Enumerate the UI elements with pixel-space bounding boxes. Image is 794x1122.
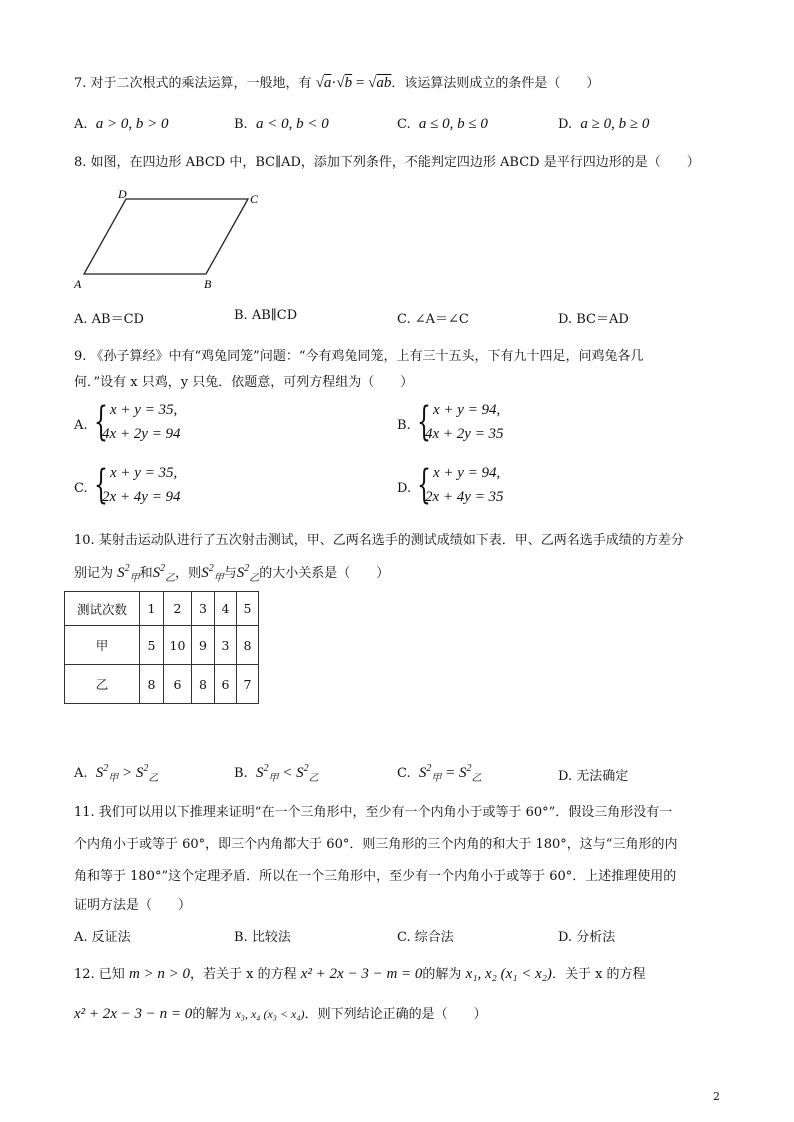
table-header-cell: 测试次数 — [65, 592, 140, 626]
table-cell: 甲 — [65, 626, 140, 665]
q9-option-d-eq1: x + y = 94, — [433, 465, 501, 481]
q9-option-c-brace: { — [94, 462, 108, 508]
q9-option-b-brace: { — [417, 399, 431, 445]
q9-option-b-letter: B. — [397, 418, 411, 433]
table-cell: 5 — [140, 626, 164, 665]
q9-stem-line2: 何．”设有 x 只鸡，y 只兔．依题意，可列方程组为（ ） — [74, 375, 414, 390]
table-cell: 6 — [215, 665, 237, 704]
table-cell: 6 — [164, 665, 192, 704]
q9-option-d-eq2: 2x + 4y = 35 — [425, 489, 504, 505]
table-cell: 8 — [140, 665, 164, 704]
q11-line3: 角和等于 180°”这个定理矛盾．所以在一个三角形中，至少有一个内角小于或等于 60°．上述推理使用的 — [74, 869, 677, 884]
table-header-cell: 1 — [140, 592, 164, 626]
q9-option-d-brace: { — [417, 462, 431, 508]
table-cell: 7 — [237, 665, 259, 704]
table-cell: 8 — [237, 626, 259, 665]
q10-option-d: D. 无法确定 — [558, 769, 629, 784]
q11-option-d: D. 分析法 — [558, 930, 616, 945]
score-table — [64, 591, 259, 704]
q11-option-b: B. 比较法 — [234, 930, 291, 945]
q7-option-b: B. a < 0, b < 0 — [234, 116, 329, 132]
q10-option-a: A. $S^2_甲 > S^2_乙$ — [74, 763, 159, 784]
q10-stem-line2: 别记为 $S^2_甲$和$S^2_乙$，则$S^2_甲$与$S^2_乙$的大小关系是（ ） — [74, 563, 390, 584]
page-number: 2 — [713, 1090, 720, 1103]
q11-line2: 个内角小于或等于 60°，即三个内角都大于 60°．则三角形的三个内角的和大于 180°，这与“三角形的内 — [74, 837, 678, 852]
q7-option-d: D. a ≥ 0, b ≥ 0 — [558, 116, 650, 132]
q12-line1: 12. 已知 m > n > 0，若关于 x 的方程 x² + 2x − 3 − m = 0的解为 x₁, x₂ (x₁ < x₂)．关于 x 的方程 — [74, 966, 646, 982]
vertex-c-label: C — [250, 192, 259, 206]
q10-option-b: B. $S^2_甲 < S^2_乙$ — [234, 763, 319, 784]
q9-option-a-letter: A. — [74, 418, 88, 433]
table-cell: 9 — [192, 626, 215, 665]
table-cell: 3 — [215, 626, 237, 665]
variance-yi: $S^2_乙$ — [152, 563, 176, 584]
q9-option-b-eq1: x + y = 94, — [433, 402, 501, 418]
q11-line1: 11. 我们可以用以下推理来证明“在一个三角形中，至少有一个内角小于或等于 60°”．假设三角形没有一 — [74, 805, 673, 820]
q10-option-c: C. $S^2_甲 = S^2_乙$ — [397, 763, 482, 784]
q10-stem-line1: 10. 某射击运动队进行了五次射击测试，甲、乙两名选手的测试成绩如下表．甲、乙两名选手成绩的方差分 — [74, 533, 684, 548]
q9-option-d-letter: D. — [397, 481, 412, 496]
q8-option-c: C. ∠A＝∠C — [397, 312, 469, 327]
q7-stem: 7. 对于二次根式的乘法运算，一般地，有 √a·√b = √ab．该运算法则成立的条件是（ ） — [74, 75, 600, 91]
q9-stem-line1: 9. 《孙子算经》中有“鸡兔同笼”问题：“今有鸡兔同笼，上有三十五头，下有九十四足，问鸡兔各几 — [74, 349, 644, 364]
variance-jia-2: $S^2_甲$ — [201, 563, 224, 584]
q9-option-c-letter: C. — [74, 481, 88, 496]
q8-stem: 8. 如图，在四边形 ABCD 中，BC∥AD，添加下列条件，不能判定四边形 ABCD 是平行四边形的是（ ） — [74, 155, 700, 170]
parallelogram-figure — [70, 186, 270, 294]
parallelogram-shape — [84, 199, 248, 274]
variance-yi-2: $S^2_乙$ — [236, 563, 260, 584]
table-header-cell: 5 — [237, 592, 259, 626]
q11-option-a: A. 反证法 — [74, 930, 131, 945]
table-cell: 8 — [192, 665, 215, 704]
q11-option-c: C. 综合法 — [397, 930, 454, 945]
table-cell: 10 — [164, 626, 192, 665]
q7-option-a: A. a > 0, b > 0 — [74, 116, 169, 132]
q11-line4: 证明方法是（ ） — [74, 898, 192, 913]
q9-option-c-eq2: 2x + 4y = 94 — [102, 489, 181, 505]
q9-option-c-eq1: x + y = 35, — [110, 465, 178, 481]
table-header-cell: 2 — [164, 592, 192, 626]
table-cell: 乙 — [65, 665, 140, 704]
q8-option-a: A. AB＝CD — [74, 312, 144, 327]
table-row — [65, 626, 259, 665]
q8-option-b: B. AB∥CD — [234, 308, 298, 323]
table-header-cell: 4 — [215, 592, 237, 626]
q9-option-a-eq1: x + y = 35, — [110, 402, 178, 418]
table-header-row — [65, 592, 259, 626]
variance-jia: $S^2_甲$ — [117, 563, 140, 584]
q8-option-d: D. BC＝AD — [558, 312, 629, 327]
q9-option-a-brace: { — [94, 399, 108, 445]
q9-option-a-eq2: 4x + 2y = 94 — [102, 426, 181, 442]
q7-option-c: C. a ≤ 0, b ≤ 0 — [397, 116, 488, 132]
table-header-cell: 3 — [192, 592, 215, 626]
q7-sqrt-formula: √a·√b = √ab — [315, 75, 392, 91]
vertex-a-label: A — [74, 277, 82, 291]
vertex-d-label: D — [118, 187, 127, 201]
table-row — [65, 665, 259, 704]
q12-line2: x² + 2x − 3 − n = 0的解为 x₃, x₄ (x₃ < x₄)．则下列结论正确的是（ ） — [74, 1006, 487, 1022]
q9-option-b-eq2: 4x + 2y = 35 — [425, 426, 504, 442]
vertex-b-label: B — [204, 277, 212, 291]
